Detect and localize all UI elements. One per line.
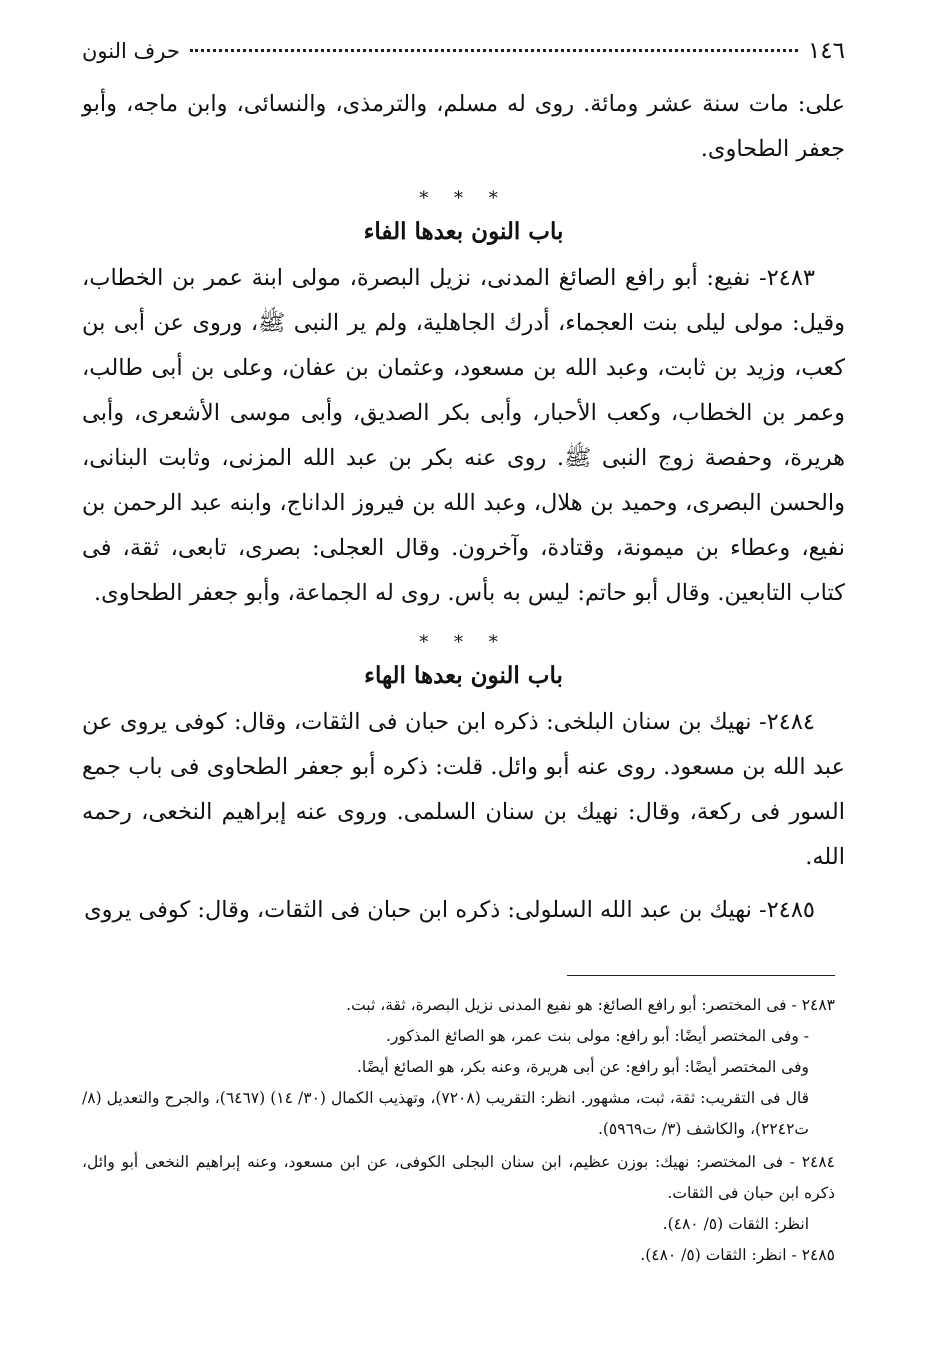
section-separator: * * *: [419, 632, 508, 653]
footnote-2483-line: قال فى التقريب: ثقة، ثبت، مشهور. انظر: التقريب (٧٢٠٨)، وتهذيب الكمال (٣٠/ ١٤) (٦٤٦٧)، والجرح والتعديل (٨/ ت٢٢٤٢)، والكاشف (٣/ ت٥٩٦٩).: [82, 1089, 809, 1138]
footnote-2485: ٢٤٨٥ - انظر: الثقات (٥/ ٤٨٠).: [640, 1246, 835, 1264]
footnote-2483-line: وفى المختصر أيضًا: أبو رافع: عن أبى هريرة، وعنه بكر، هو الصائغ أيضًا.: [356, 1058, 809, 1076]
footnotes: [82, 990, 835, 1271]
footnote-2484-line: انظر: الثقات (٥/ ٤٨٠).: [662, 1215, 809, 1233]
page-number: ١٤٦: [807, 38, 845, 64]
footnote-divider: [567, 975, 835, 976]
footnote-2484: ٢٤٨٤ - فى المختصر: نهيك: بوزن عظيم، ابن سنان البجلى الكوفى، عن ابن مسعود، وعنه إبراهيم النخعى أبو وائل، ذكره ابن حبان فى الثقات.: [82, 1153, 835, 1202]
section-separator: * * *: [419, 188, 508, 209]
running-header: [82, 38, 845, 82]
section-heading-nun-ha: باب النون بعدها الهاء: [364, 662, 563, 689]
section-heading-nun-fa: باب النون بعدها الفاء: [363, 218, 564, 245]
entry-2483: ٢٤٨٣- نفيع: أبو رافع الصائغ المدنى، نزيل البصرة، مولى ابنة عمر بن الخطاب، وقيل: مولى ليلى بنت العجماء، أدرك الجاهلية، ولم ير النبى ﷺ، وروى عن أبى بن كعب، وزيد بن ثابت، وعبد الله بن مسعود، وعثمان بن عفان، وعلى بن أبى طالب، وعمر بن الخطاب، وكعب الأحبار، وأبى بكر الصديق، وأبى موسى الأشعرى، وأبى هريرة، وحفصة زوج النبى ﷺ. روى عنه بكر بن عبد الله المزنى، وثابت البنانى، والحسن البصرى، وحميد بن هلال، وعبد الله بن فيروز الداناج، وابنه عبد الرحمن بن نفيع، وعطاء بن ميمونة، وقتادة، وآخرون. وقال العجلى: بصرى، تابعى، ثقة، فى كتاب التابعين. وقال أبو حاتم: ليس به بأس. روى له الجماعة، وأبو جعفر الطحاوى.: [82, 265, 845, 606]
header-leader-dots: [190, 49, 798, 52]
footnote-2483-line: - وفى المختصر أيضًا: أبو رافع: مولى بنت عمر، هو الصائغ المذكور.: [385, 1027, 809, 1045]
footnote-2483: ٢٤٨٣ - فى المختصر: أبو رافع الصائغ: هو نفيع المدنى نزيل البصرة، ثقة، ثبت.: [346, 996, 835, 1014]
entry-2485: ٢٤٨٥- نهيك بن عبد الله السلولى: ذكره ابن حبان فى الثقات، وقال: كوفى يروى: [84, 897, 815, 923]
chapter-title: حرف النون: [82, 39, 180, 63]
intro-paragraph: على: مات سنة عشر ومائة. روى له مسلم، والترمذى، والنسائى، وابن ماجه، وأبو جعفر الطحاوى.: [82, 91, 845, 162]
entry-2484: ٢٤٨٤- نهيك بن سنان البلخى: ذكره ابن حبان فى الثقات، وقال: كوفى يروى عن عبد الله بن مسعود. روى عنه أبو وائل. قلت: ذكره أبو جعفر الطحاوى فى باب جمع السور فى ركعة، وقال: نهيك بن سنان السلمى. وروى عنه إبراهيم النخعى، رحمه الله.: [82, 709, 845, 870]
